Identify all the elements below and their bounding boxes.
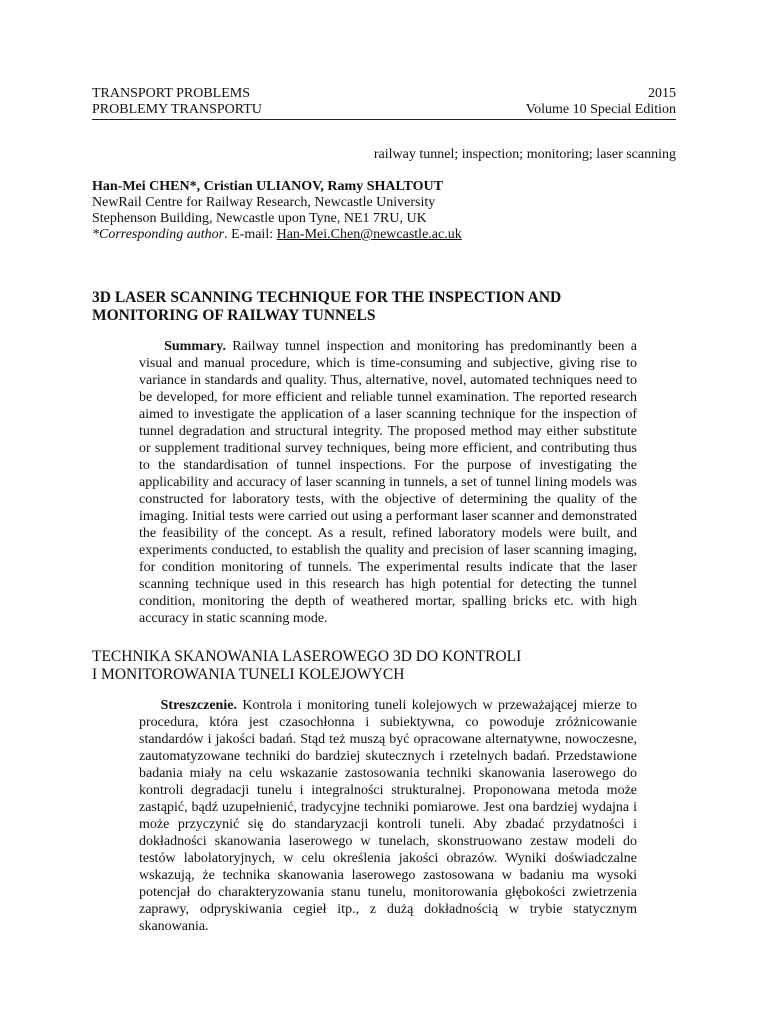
title-en-line-2: MONITORING OF RAILWAY TUNNELS bbox=[92, 307, 376, 324]
running-header-line-1 bbox=[92, 86, 676, 102]
journal-name-en: TRANSPORT PROBLEMS bbox=[92, 86, 250, 101]
affiliation-line-1: NewRail Centre for Railway Research, Newcastle University bbox=[92, 195, 436, 210]
summary-paragraph bbox=[139, 338, 637, 627]
corresponding-author-text: . E-mail: bbox=[224, 227, 277, 242]
corresponding-author bbox=[92, 227, 462, 243]
running-header-line-2 bbox=[92, 102, 676, 118]
corresponding-author-label: *Corresponding author bbox=[92, 227, 225, 242]
title-en-line-1: 3D LASER SCANNING TECHNIQUE FOR THE INSPECTION AND bbox=[92, 289, 562, 306]
journal-name-pl: PROBLEMY TRANSPORTU bbox=[92, 102, 262, 117]
summary-label: Summary. bbox=[164, 339, 226, 354]
streszczenie-label: Streszczenie. bbox=[160, 698, 237, 713]
paper-title-en bbox=[92, 289, 676, 325]
title-pl-line-2: I MONITOROWANIA TUNELI KOLEJOWYCH bbox=[92, 666, 405, 683]
header-divider bbox=[92, 119, 676, 120]
affiliation-line-2: Stephenson Building, Newcastle upon Tyne, NE1 7RU, UK bbox=[92, 211, 427, 226]
keywords: railway tunnel; inspection; monitoring; laser scanning bbox=[373, 147, 676, 162]
streszczenie-text: Kontrola i monitoring tuneli kolejowych w przeważającej mierze to procedura, która jest czasochłonna i subiektywna, co powoduje zróżnicowanie standardów i jakości badań. Stąd też muszą być opracowane alternatywne, nowoczesne, zautomatyzowane techniki do bardziej skutecznych i rzetelnych badań. Przedstawione badania miały na celu wskazanie zastosowania techniki skanowania laserowego do kontroli degradacji tunelu i integralności strukturalnej. Proponowana metoda może zastąpić, bądź uzupełnienić, tradycyjne techniki pomiarowe. Jest ona bardziej wydajna i może przyczynić się do standaryzacji kontroli tuneli. Aby zbadać przydatności i dokładności skanowania laserowego w tunelach, skonstruowano zestaw modeli do testów labolatoryjnych, w celu określenia jakości obrazów. Wyniki doświadczalne wskazują, że technika skanowania laserowego zastosowana w badaniu ma wysoki potencjał do charakteryzowania stanu tunelu, monitorowania głębokości zwietrzenia zaprawy, odpryskiwania cegieł itp., z dużą dokładnością w trybie statycznym skanowania. bbox=[139, 698, 638, 934]
author-list: Han-Mei CHEN*, Cristian ULIANOV, Ramy SHALTOUT bbox=[92, 179, 443, 194]
journal-volume: Volume 10 Special Edition bbox=[525, 102, 676, 117]
paper-title-pl bbox=[92, 648, 676, 684]
email-link[interactable]: Han-Mei.Chen@newcastle.ac.uk bbox=[276, 227, 462, 242]
journal-year: 2015 bbox=[648, 86, 676, 101]
summary-text: Railway tunnel inspection and monitoring has predominantly been a visual and manual procedure, which is time-consuming and subjective, giving rise to variance in standards and quality. Thus, alternative, novel, automated techniques need to be developed, for more efficient and reliable tunnel examination. The reported research aimed to investigate the application of a laser scanning technique for the inspection of tunnel degradation and structural integrity. The proposed method may either substitute or supplement traditional survey techniques, being more efficient, and contributing thus to the standardisation of tunnel inspections. For the purpose of investigating the applicability and accuracy of laser scanning in tunnels, a set of tunnel lining models was constructed for laboratory tests, with the objective of determining the quality of the imaging. Initial tests were carried out using a performant laser scanner and demonstrated the feasibility of the concept. As a result, refined laboratory models were built, and experiments conducted, to establish the quality and precision of laser scanning imaging, for condition monitoring of tunnels. The experimental results indicate that the laser scanning technique used in this research has high potential for detecting the tunnel condition, monitoring the depth of weathered mortar, spalling bricks etc. with high accuracy in static scanning mode. bbox=[139, 339, 638, 626]
streszczenie-paragraph bbox=[139, 697, 637, 935]
title-pl-line-1: TECHNIKA SKANOWANIA LASEROWEGO 3D DO KONTROLI bbox=[92, 648, 522, 665]
